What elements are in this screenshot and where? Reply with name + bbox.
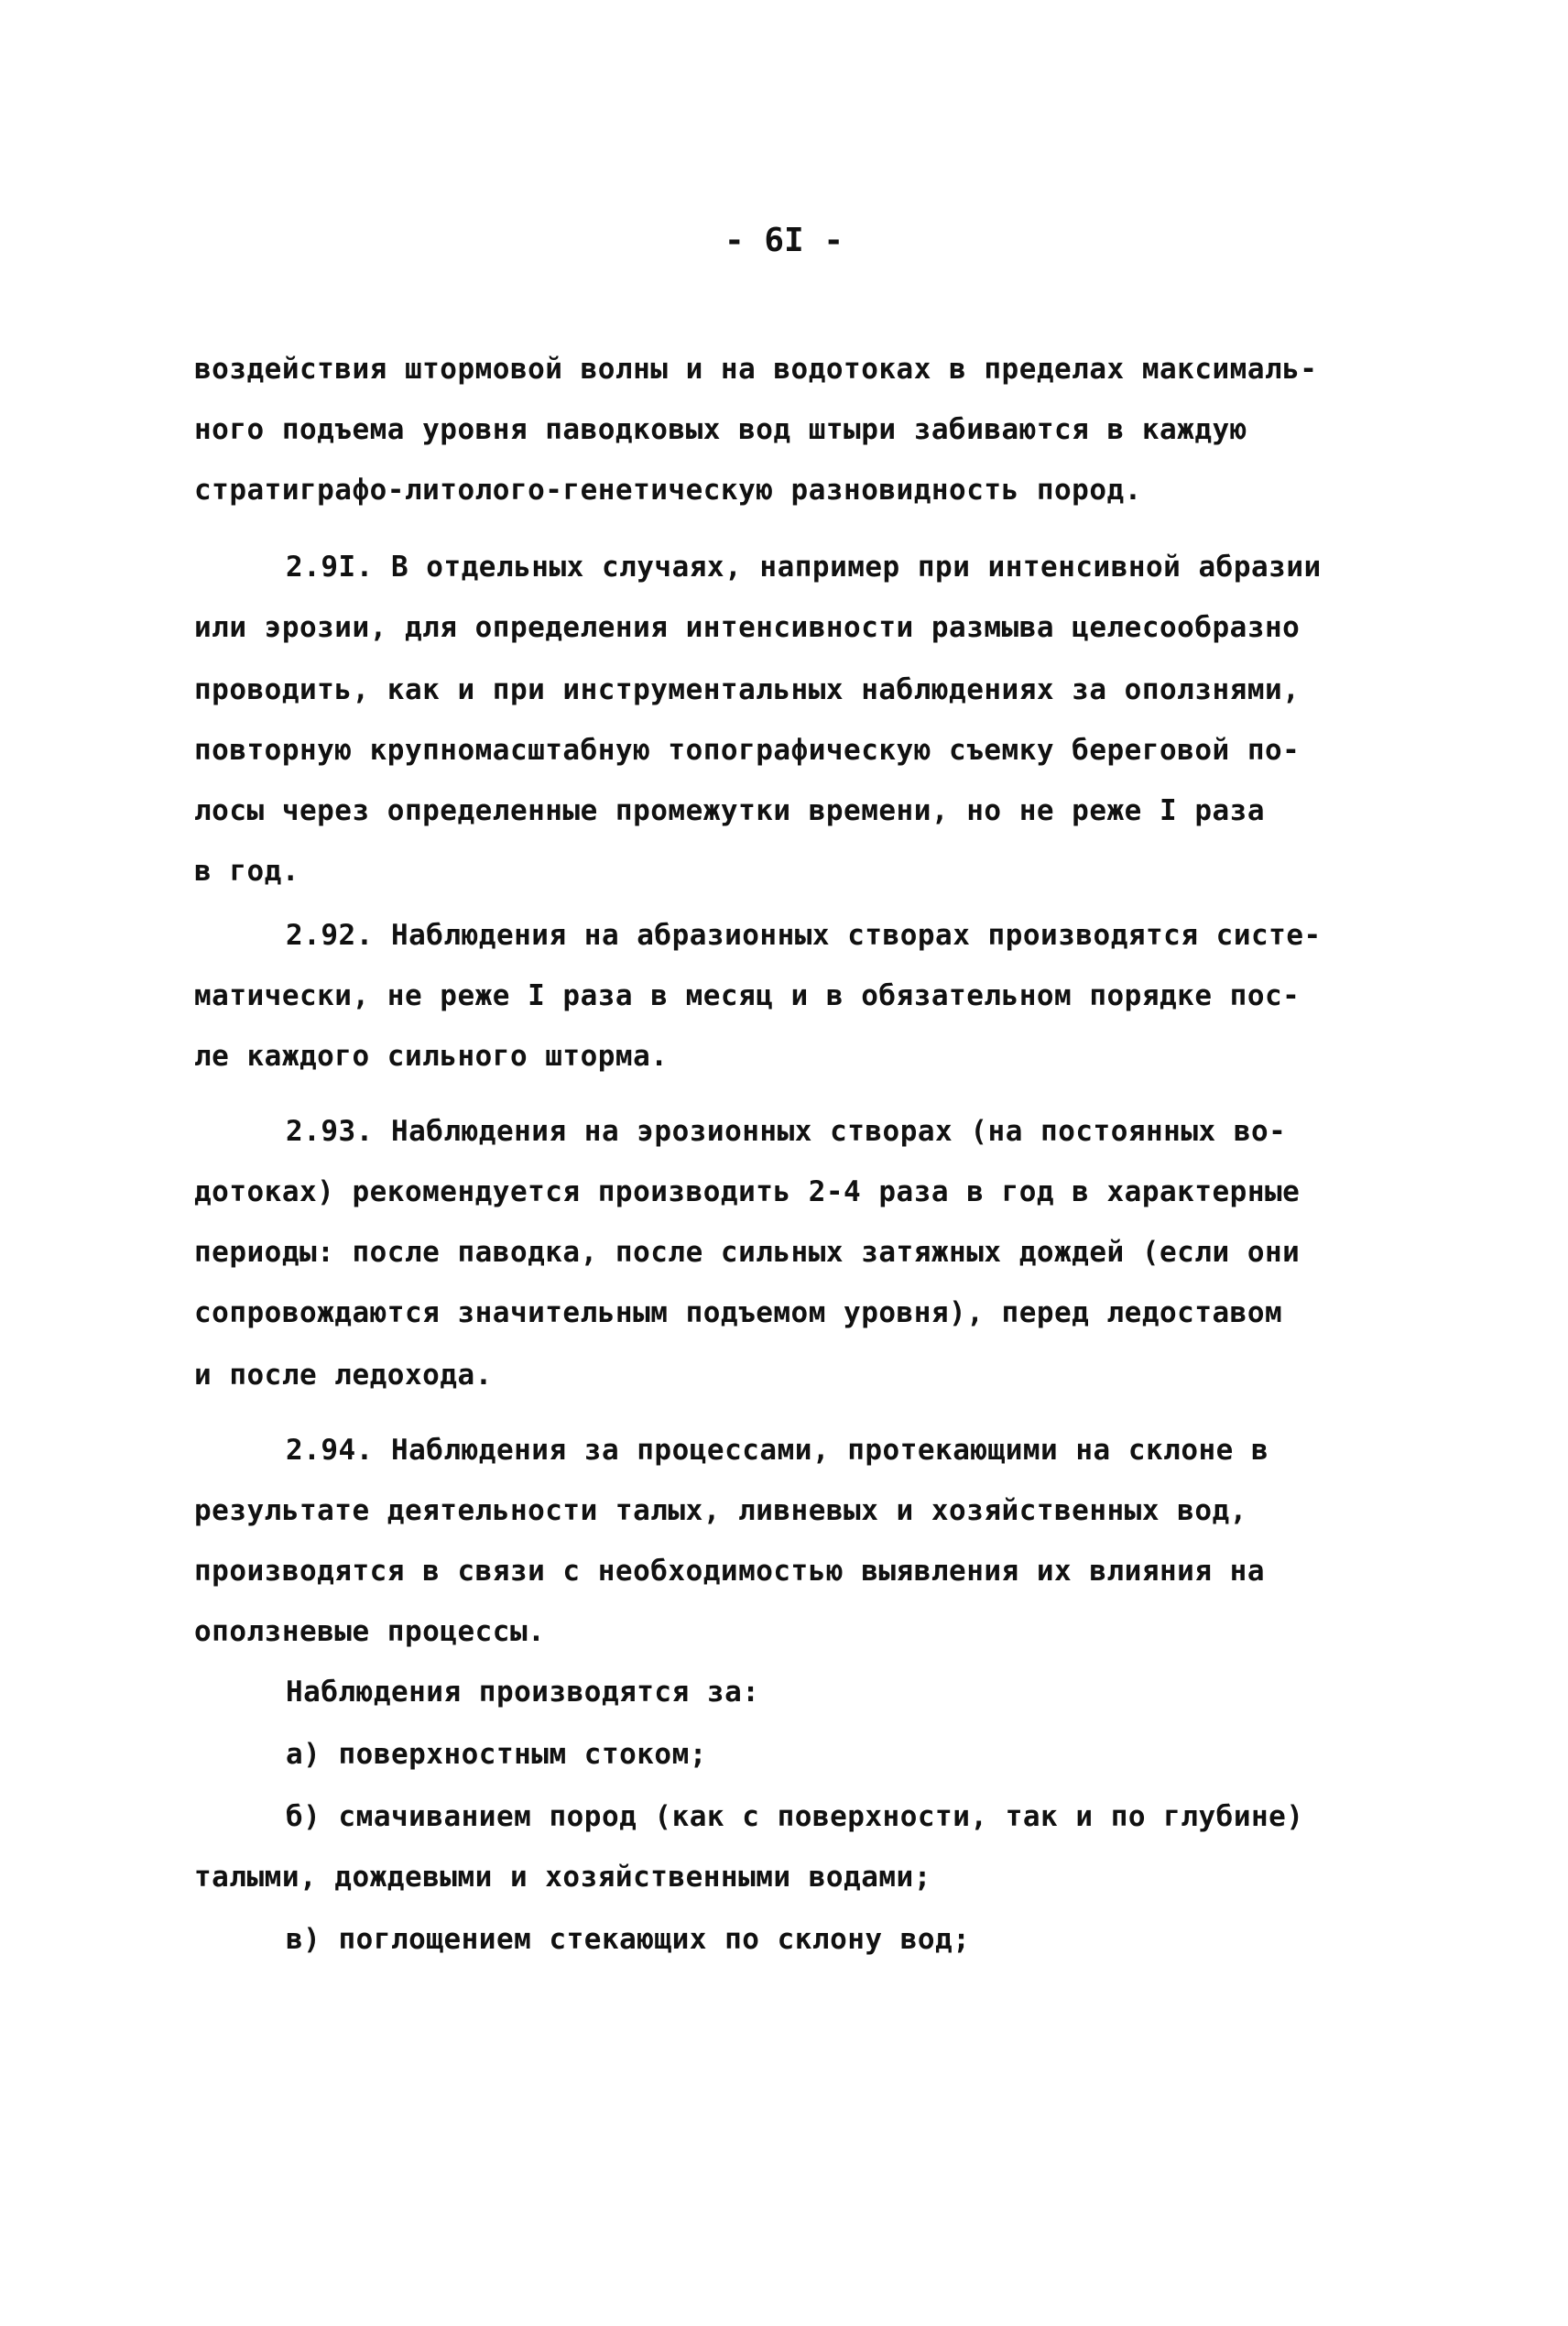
list-item-b: б) смачиванием пород (как с поверхности, так и по глубине): [286, 1800, 1304, 1833]
text-line: ного подъема уровня паводковых вод штыри забиваются в каждую: [194, 413, 1247, 446]
text-line: сопровождаются значительным подъемом уровня), перед ледоставом: [194, 1296, 1283, 1329]
text-line: результате деятельности талых, ливневых и хозяйственных вод,: [194, 1494, 1247, 1527]
text-line: ле каждого сильного шторма.: [194, 1040, 669, 1073]
text-line: повторную крупномасштабную топографическую съемку береговой по-: [194, 734, 1301, 767]
text-line: лосы через определенные промежутки времени, но не реже I раза: [194, 794, 1265, 827]
text-line: и после ледохода.: [194, 1359, 493, 1392]
text-line: дотоках) рекомендуется производить 2-4 раза в год в характерные: [194, 1175, 1301, 1208]
list-item-v: в) поглощением стекающих по склону вод;: [286, 1923, 971, 1956]
text-line: производятся в связи с необходимостью выявления их влияния на: [194, 1555, 1265, 1588]
text-line: проводить, как и при инструментальных наблюдениях за оползнями,: [194, 673, 1301, 706]
paragraph-2-91-start: 2.9I. В отдельных случаях, например при интенсивной абразии: [286, 551, 1322, 584]
text-line: матически, не реже I раза в месяц и в обязательном порядке пос-: [194, 979, 1301, 1012]
text-line: или эрозии, для определения интенсивности размыва целесообразно: [194, 611, 1301, 644]
page-number: - 6I -: [724, 222, 844, 259]
paragraph-2-94-start: 2.94. Наблюдения за процессами, протекающими на склоне в: [286, 1434, 1269, 1467]
text-line: периоды: после паводка, после сильных затяжных дождей (если они: [194, 1236, 1301, 1269]
text-line: в год.: [194, 855, 299, 888]
paragraph-2-93-start: 2.93. Наблюдения на эрозионных створах (на постоянных во-: [286, 1115, 1287, 1148]
text-line: стратиграфо-литолого-генетическую разновидность пород.: [194, 474, 1142, 507]
list-intro: Наблюдения производятся за:: [286, 1676, 760, 1709]
paragraph-2-92-start: 2.92. Наблюдения на абразионных створах производятся систе-: [286, 919, 1322, 952]
list-item-a: а) поверхностным стоком;: [286, 1738, 707, 1771]
text-line: воздействия штормовой волны и на водотоках в пределах максималь-: [194, 353, 1318, 386]
list-item-b-continuation: талыми, дождевыми и хозяйственными водами;: [194, 1861, 931, 1894]
text-line: оползневые процессы.: [194, 1615, 546, 1648]
